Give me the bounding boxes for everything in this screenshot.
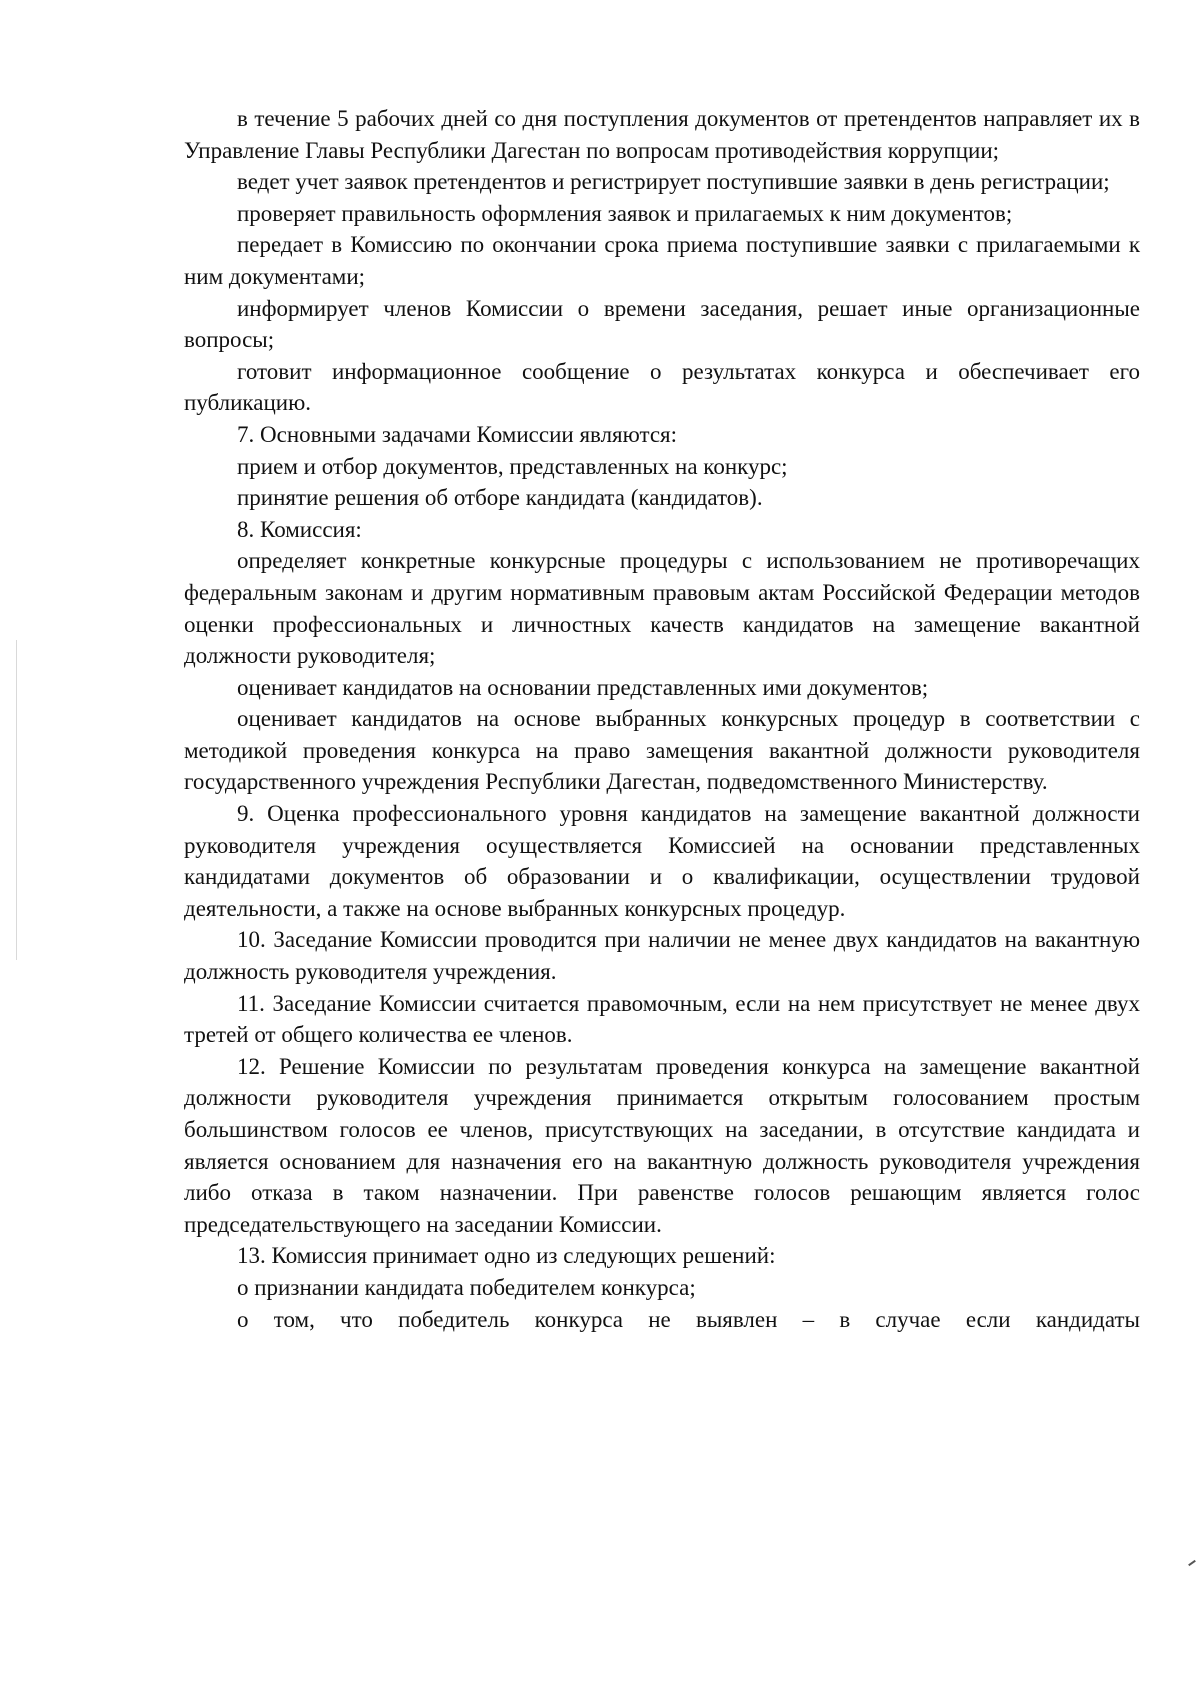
paragraph-14: 9. Оценка профессионального уровня кандидатов на замещение вакантной должности руководителя учреждения осуществляется Комиссией на основании представленных кандидатами документов об образовании и о квалификации, осуществлении трудовой деятельности, а также на основе выбранных конкурсных процедур. <box>184 801 1140 921</box>
paragraph-20: о том, что победитель конкурса не выявлен – в случае если кандидаты <box>237 1306 1140 1332</box>
paragraph-15: 10. Заседание Комиссии проводится при наличии не менее двух кандидатов на вакантную должность руководителя учреждения. <box>184 927 1140 985</box>
paragraph-7: 7. Основными задачами Комиссии являются: <box>237 421 678 447</box>
paragraph-3: проверяет правильность оформления заявок и прилагаемых к ним документов; <box>237 200 1013 226</box>
paragraph-6: готовит информационное сообщение о результатах конкурса и обеспечивает его публикацию. <box>184 358 1140 416</box>
paragraph-2: ведет учет заявок претендентов и регистрирует поступившие заявки в день регистрации; <box>237 169 1110 195</box>
paragraph-13: оценивает кандидатов на основе выбранных конкурсных процедур в соответствии с методикой проведения конкурса на право замещения вакантной должности руководителя государственного учреждения Республики Дагестан, подведомственного Министерству. <box>184 706 1140 795</box>
document-body <box>184 103 1140 1335</box>
paragraph-12: оценивает кандидатов на основании представленных ими документов; <box>237 674 929 700</box>
paragraph-17: 12. Решение Комиссии по результатам проведения конкурса на замещение вакантной должности руководителя учреждения принимается открытым голосованием простым большинством голосов ее членов, присутствующих на заседании, в отсутствие кандидата и является основанием для назначения его на вакантную должность руководителя учреждения либо отказа в таком назначении. При равенстве голосов решающим является голос председательствующего на заседании Комиссии. <box>184 1053 1140 1237</box>
paragraph-9: принятие решения об отборе кандидата (кандидатов). <box>237 485 763 511</box>
paragraph-8: прием и отбор документов, представленных на конкурс; <box>237 453 788 479</box>
paragraph-16: 11. Заседание Комиссии считается правомочным, если на нем присутствует не менее двух третей от общего количества ее членов. <box>184 990 1140 1048</box>
scan-edge-line <box>16 640 17 960</box>
paragraph-5: информирует членов Комиссии о времени заседания, решает иные организационные вопросы; <box>184 295 1140 353</box>
paragraph-19: о признании кандидата победителем конкурса; <box>237 1274 696 1300</box>
scan-mark <box>1188 1560 1196 1566</box>
paragraph-4: передает в Комиссию по окончании срока приема поступившие заявки с прилагаемыми к ним документами; <box>184 232 1140 289</box>
paragraph-11: определяет конкретные конкурсные процедуры с использованием не противоречащих федеральным законам и другим нормативным правовым актам Российской Федерации методов оценки профессиональных и личностных качеств кандидатов на замещение вакантной должности руководителя; <box>184 548 1140 669</box>
paragraph-1: в течение 5 рабочих дней со дня поступления документов от претендентов направляет их в Управление Главы Республики Дагестан по вопросам противодействия коррупции; <box>184 106 1140 163</box>
paragraph-10: 8. Комиссия: <box>237 516 362 542</box>
paragraph-18: 13. Комиссия принимает одно из следующих решений: <box>237 1243 776 1269</box>
